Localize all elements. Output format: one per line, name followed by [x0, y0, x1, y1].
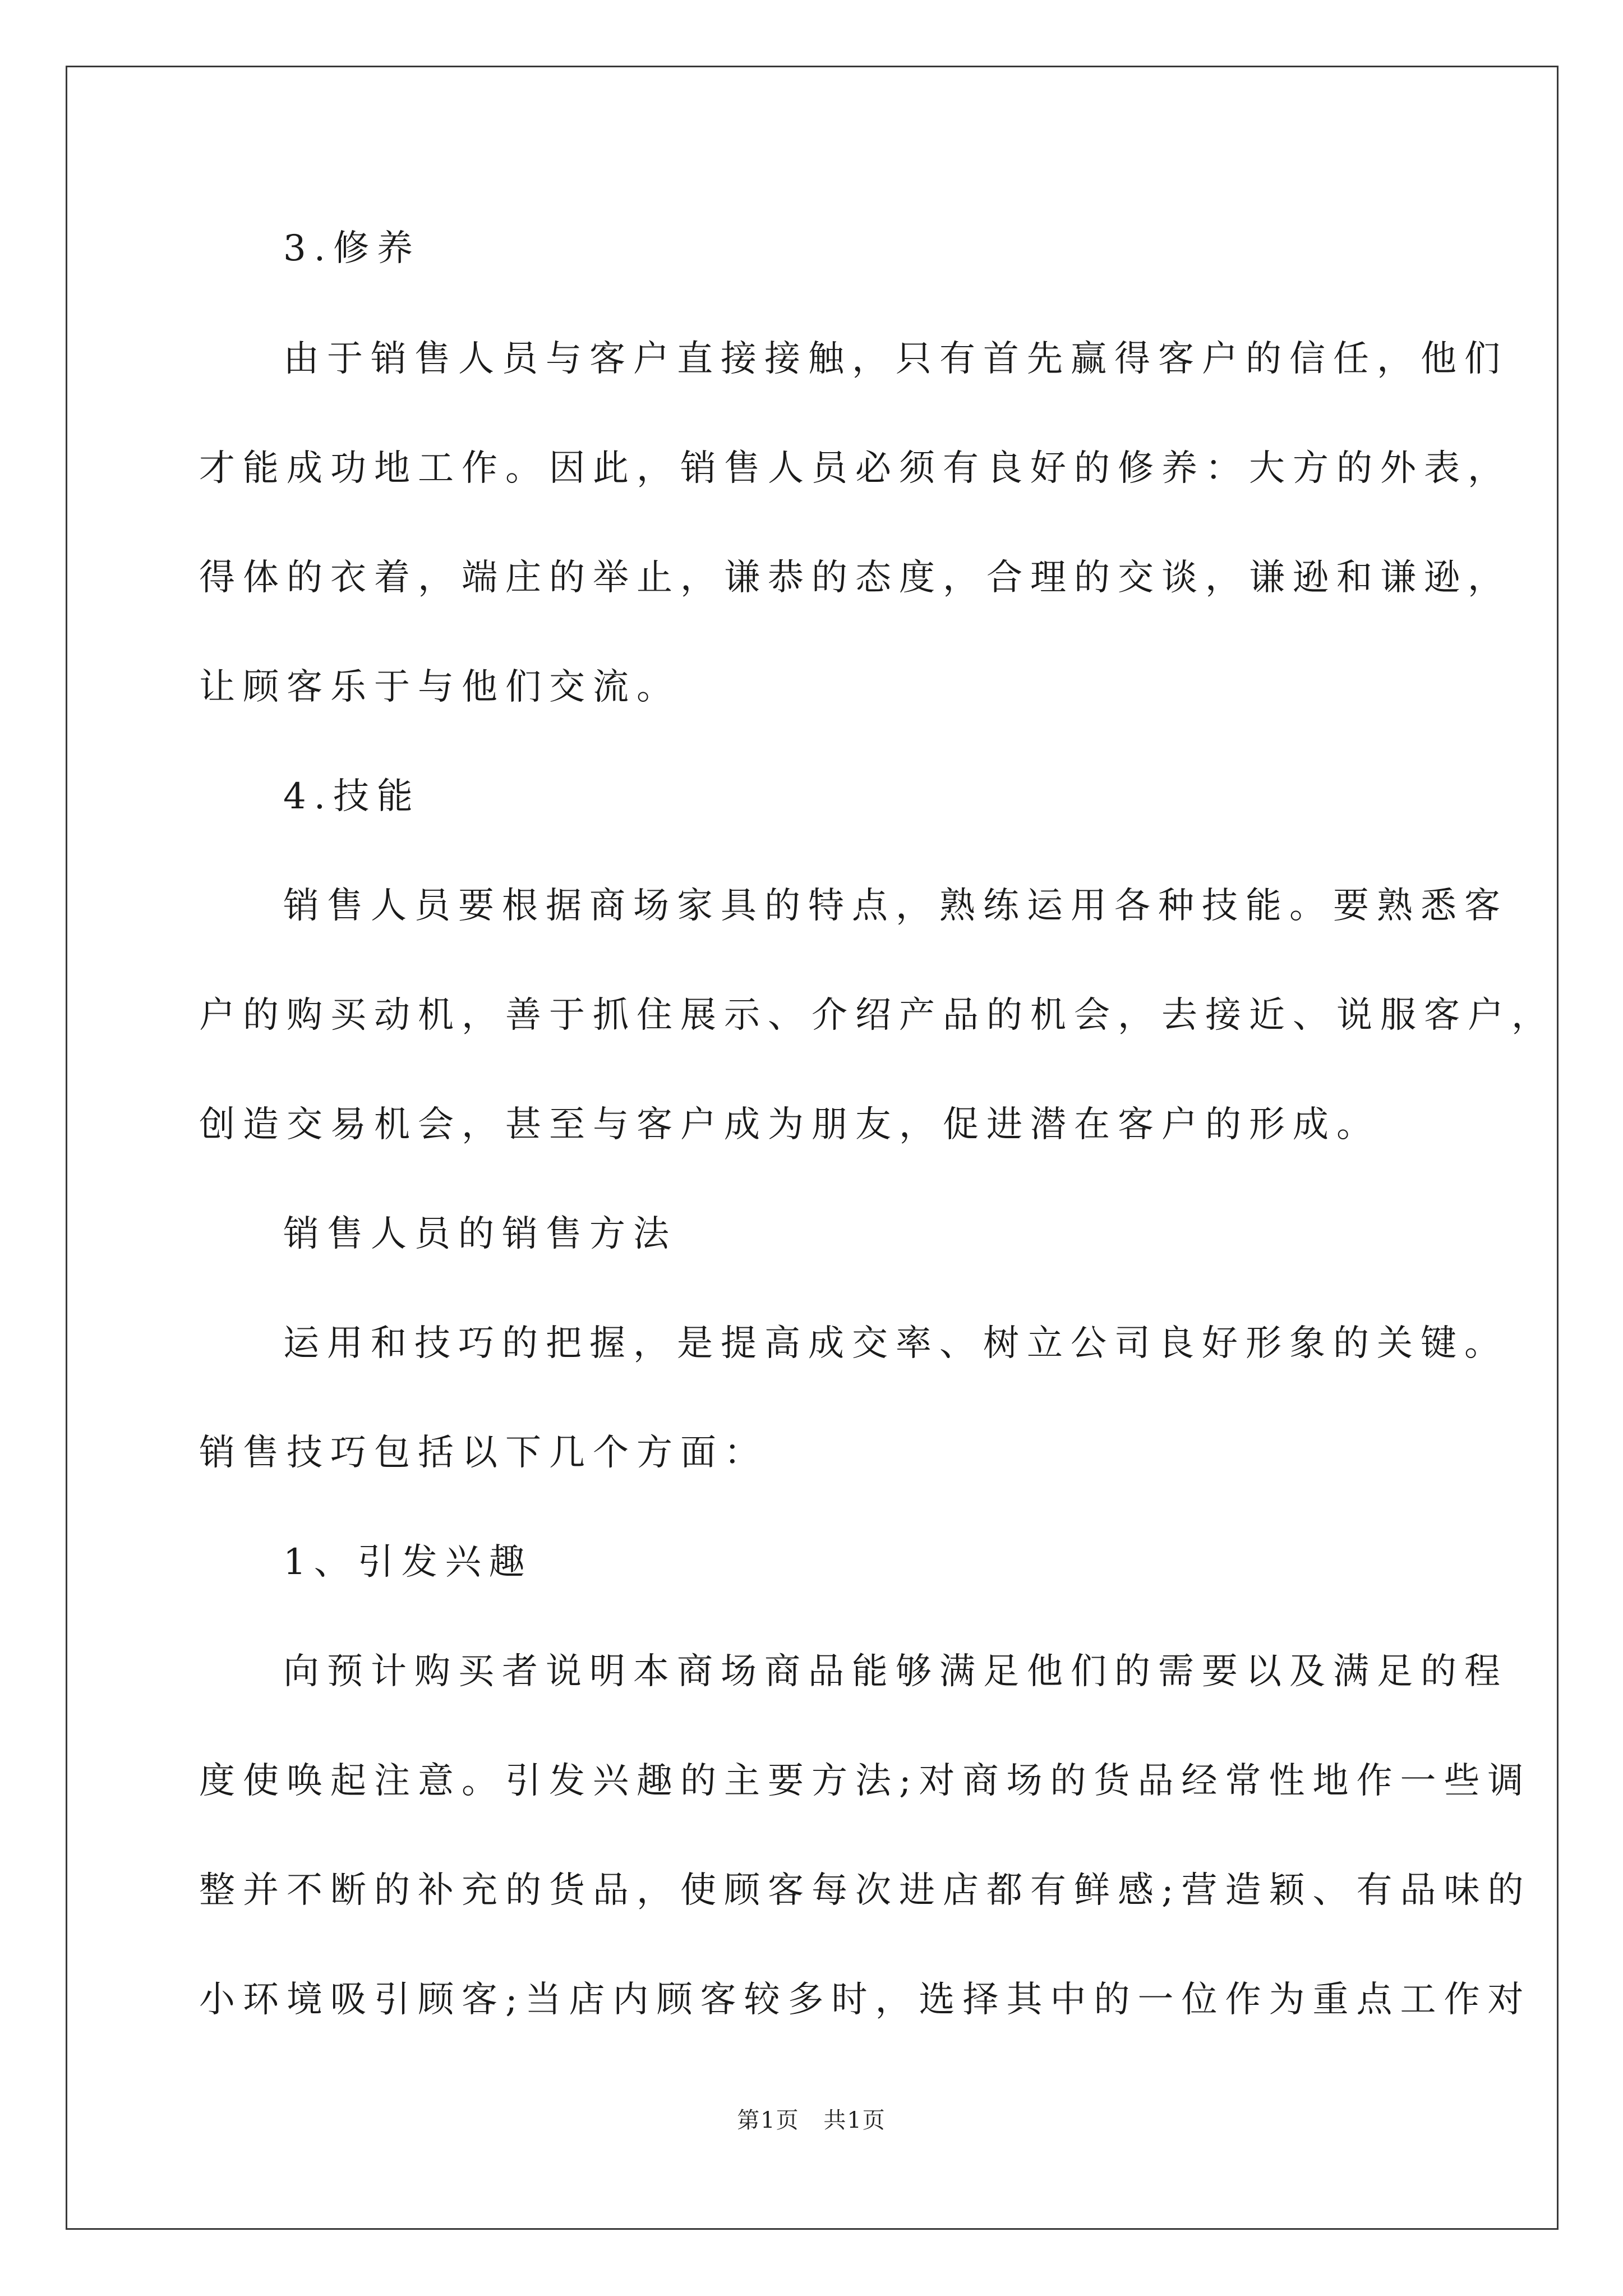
paragraph-line: 才能成功地工作。因此，销售人员必须有良好的修养：大方的外表， — [199, 448, 1511, 489]
heading-cultivation: 3.修养 — [283, 228, 421, 269]
paragraph-line: 得体的衣着，端庄的举止，谦恭的态度，合理的交谈，谦逊和谦逊， — [199, 557, 1511, 599]
paragraph-line: 户的购买动机，善于抓住展示、介绍产品的机会，去接近、说服客户， — [199, 995, 1555, 1036]
paragraph-line: 向预计购买者说明本商场商品能够满足他们的需要以及满足的程 — [283, 1651, 1508, 1692]
paragraph-line: 小环境吸引顾客;当店内顾客较多时，选择其中的一位作为重点工作对 — [199, 1979, 1532, 2021]
paragraph-line: 整并不断的补充的货品，使顾客每次进店都有鲜感;营造颖、有品味的 — [199, 1870, 1532, 1911]
paragraph-line: 让顾客乐于与他们交流。 — [199, 666, 680, 708]
paragraph-line: 销售技巧包括以下几个方面： — [199, 1432, 768, 1474]
paragraph-line: 销售人员要根据商场家具的特点，熟练运用各种技能。要熟悉客 — [283, 885, 1508, 927]
paragraph-line: 运用和技巧的把握，是提高成交率、树立公司良好形象的关键。 — [283, 1323, 1508, 1364]
heading-sales-methods: 销售人员的销售方法 — [283, 1213, 677, 1255]
heading-skills: 4.技能 — [283, 776, 421, 817]
paragraph-line: 度使唤起注意。引发兴趣的主要方法;对商场的货品经常性地作一些调 — [199, 1760, 1532, 1802]
page-footer — [0, 2106, 1623, 2134]
page-number-current: 第1页 — [737, 2108, 800, 2133]
paragraph-line: 由于销售人员与客户直接接触，只有首先赢得客户的信任，他们 — [283, 338, 1508, 380]
heading-arouse-interest: 1、引发兴趣 — [283, 1542, 533, 1583]
page-number-total: 共1页 — [823, 2108, 886, 2133]
paragraph-line: 创造交易机会，甚至与客户成为朋友，促进潜在客户的形成。 — [199, 1104, 1380, 1145]
